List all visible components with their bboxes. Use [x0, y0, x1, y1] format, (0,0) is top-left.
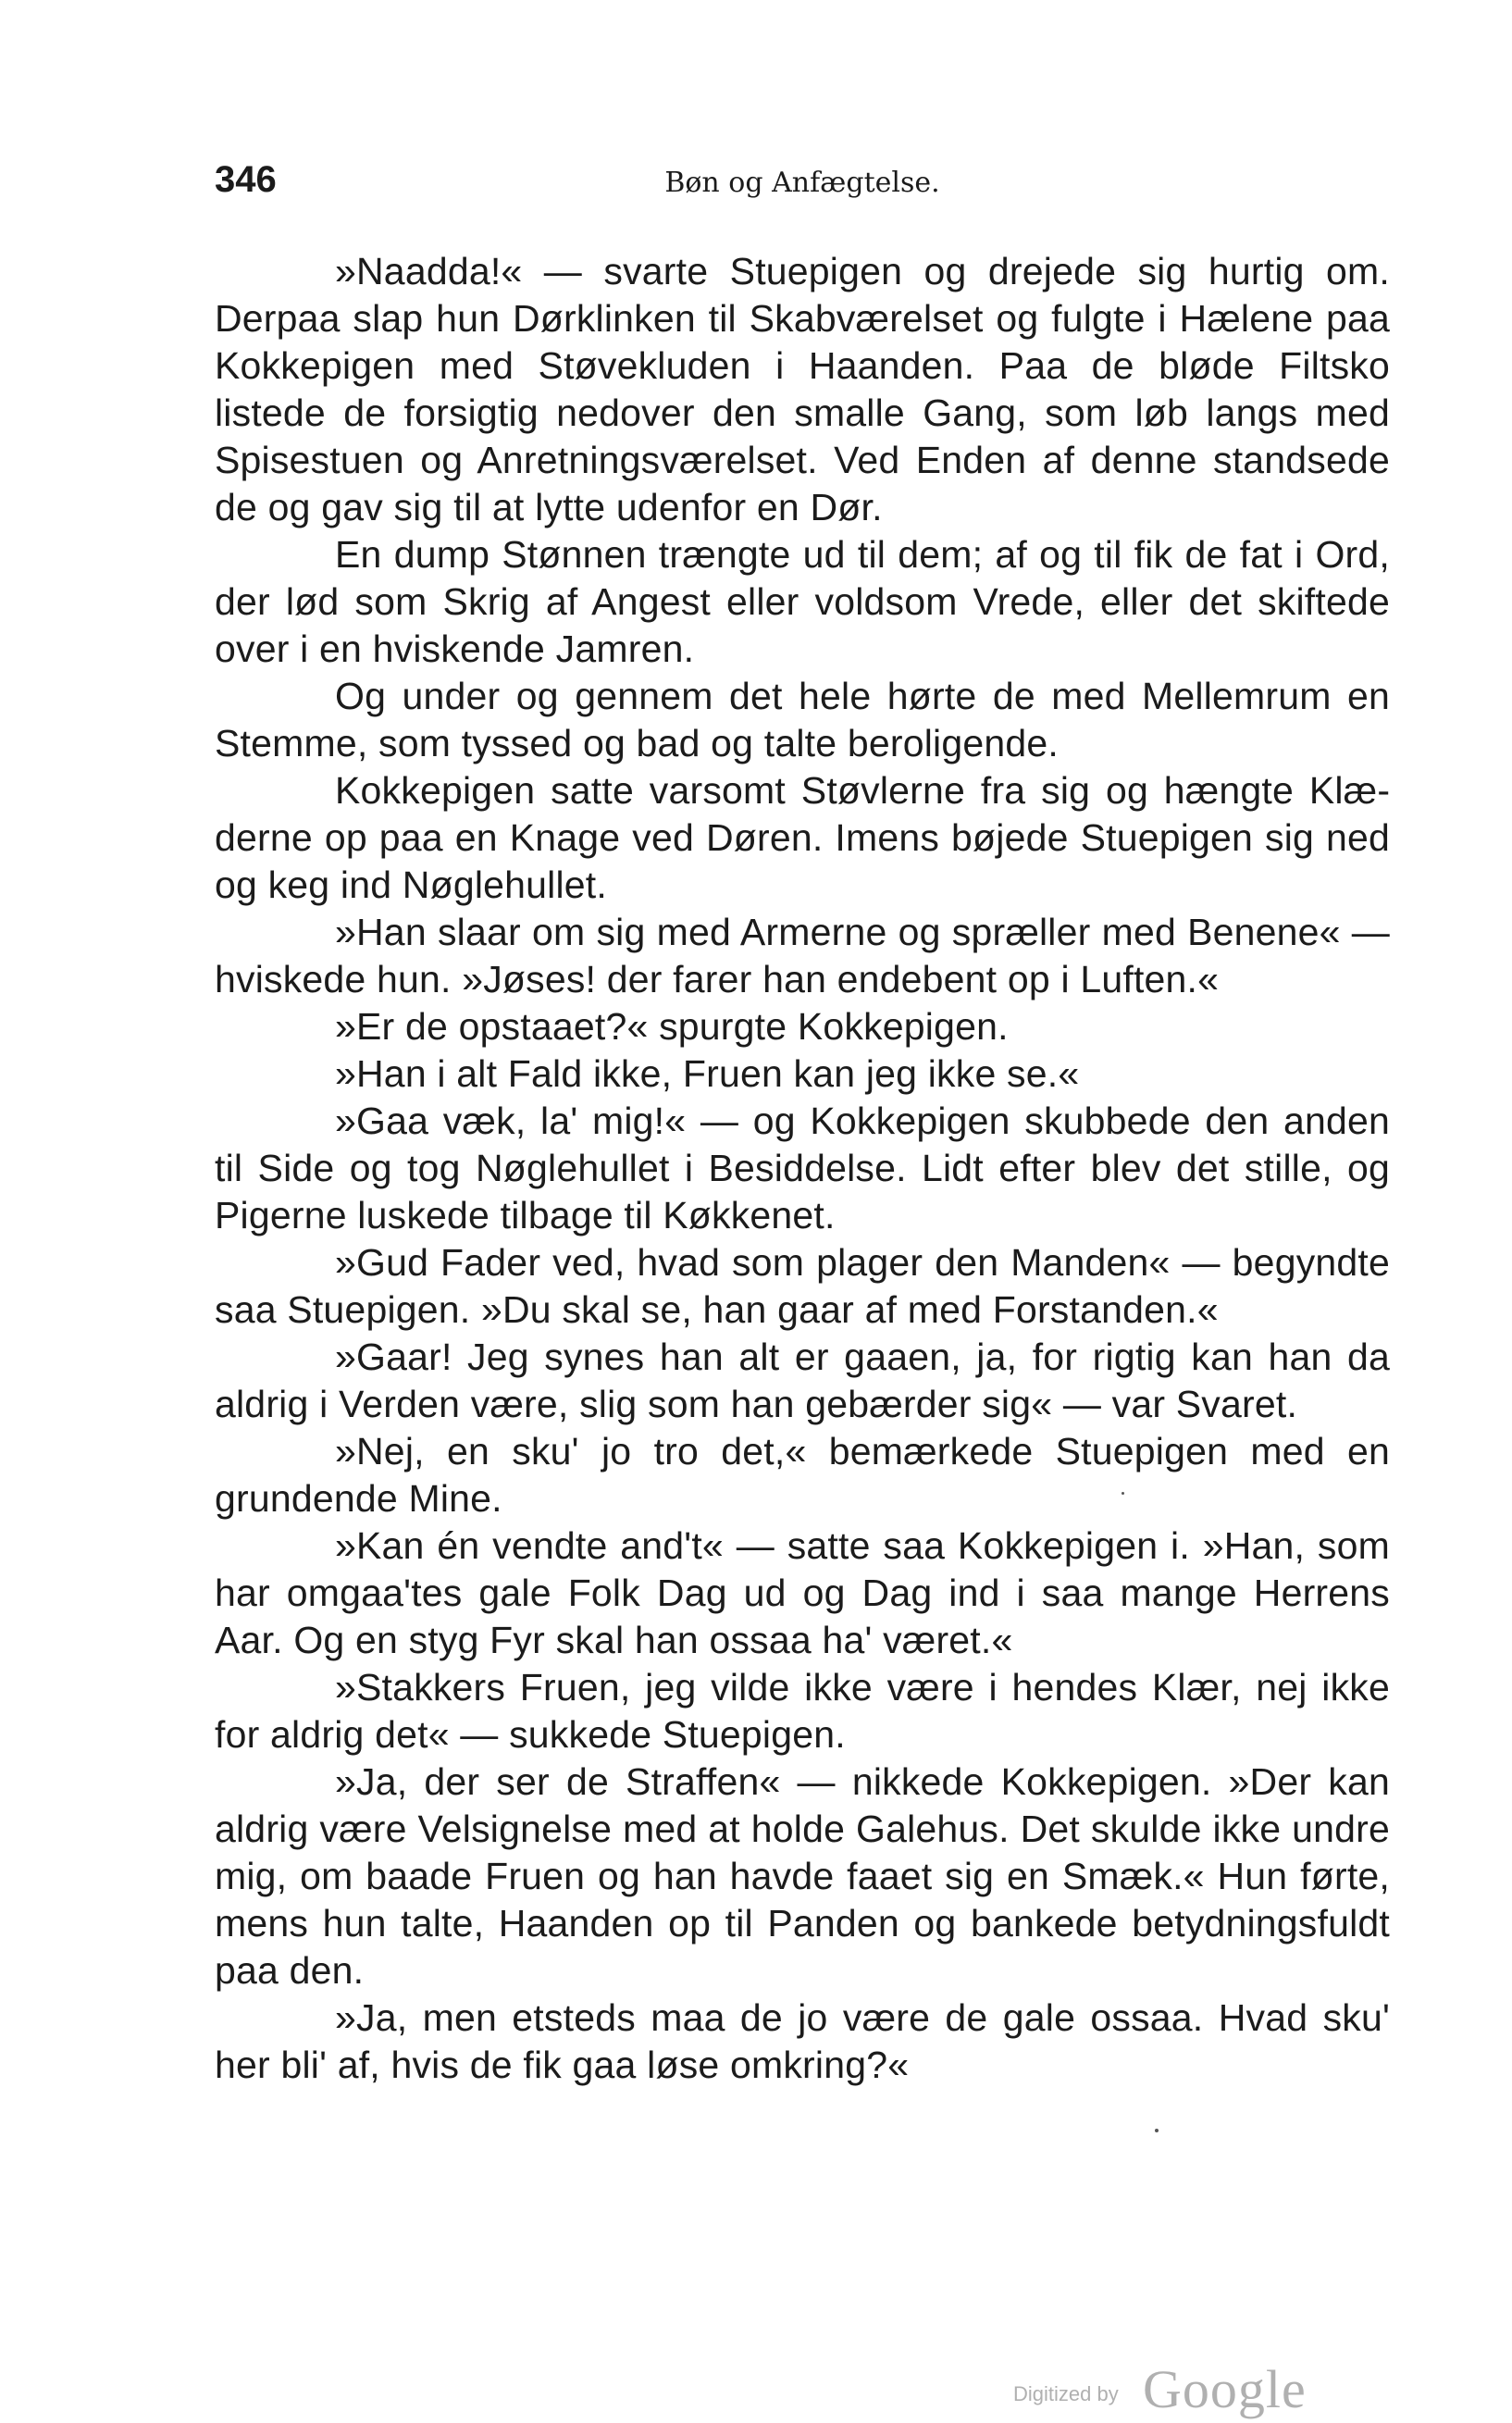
paragraph: »Gud Fader ved, hvad som plager den Manden« — begyndte saa Stuepigen. »Du skal se, han gaar af med Forstanden.« [215, 1241, 1390, 1331]
ink-speck [1122, 1492, 1124, 1495]
paragraph: »Naadda!« — svarte Stuepigen og drejede sig hurtig om. Derpaa slap hun Dørklinken til Skabværelset og fulgte i Hælene paa Kokkepigen med Støvekluden i Haanden. Paa de bløde Filtsko listede de forsigtig nedover den smalle Gang, som løb langs med Spisestuen og Anretningsværelset. Ved Enden af denne standsede de og gav sig til at lytte udenfor en Dør. [215, 250, 1390, 528]
paragraph: »Gaar! Jeg synes han alt er gaaen, ja, for rigtig kan han da aldrig i Verden være, slig som han gebærder sig« — var Svaret. [215, 1336, 1390, 1425]
paragraph: »Kan én vendte and't« — satte saa Kokkepigen i. »Han, som har omgaa'tes gale Folk Dag ud og Dag ind i saa mange Herrens Aar. Og en styg Fyr skal han ossaa ha' været.« [215, 1524, 1390, 1661]
ink-speck [1155, 2129, 1159, 2132]
paragraph: »Ja, men etsteds maa de jo være de gale ossaa. Hvad sku' her bli' af, hvis de fik gaa løse omkring?« [215, 1996, 1390, 2086]
paragraph: »Han i alt Fald ikke, Fruen kan jeg ikke se.« [335, 1052, 1080, 1095]
paragraph: »Gaa væk, la' mig!« — og Kokkepigen skubbede den anden til Side og tog Nøglehullet i Besiddelse. Lidt efter blev det stille, og Pigerne luskede tilbage til Køkkenet. [215, 1100, 1390, 1236]
paragraph: Og under og gennem det hele hørte de med Mellemrum en Stemme, som tyssed og bad og talte beroligende. [215, 675, 1390, 764]
digitized-label: Digitized by [1013, 2382, 1119, 2405]
paragraph: »Stakkers Fruen, jeg vilde ikke være i hendes Klær, nej ikke for aldrig det« — sukkede Stuepigen. [215, 1666, 1390, 1756]
body-text [215, 248, 1390, 2089]
digitized-watermark [1013, 2358, 1328, 2423]
paragraph: »Er de opstaaet?« spurgte Kokkepigen. [335, 1005, 1009, 1048]
running-title: Bøn og Anfægtelse. [664, 167, 940, 199]
page-header [215, 159, 1390, 215]
page-number: 346 [215, 159, 277, 200]
paragraph: En dump Stønnen trængte ud til dem; af og til fik de fat i Ord, der lød som Skrig af Angest eller voldsom Vrede, eller det skiftede over i en hviskende Jamren. [215, 533, 1390, 670]
paragraph: »Ja, der ser de Straffen« — nikkede Kokkepigen. »Der kan aldrig være Velsignelse med at holde Galehus. Det skulde ikke undre mig, om baade Fruen og han havde faaet sig en Smæk.« Hun førte, mens hun talte, Haanden op til Panden og bankede betydningsfuldt paa den. [215, 1760, 1390, 1992]
paragraph: »Han slaar om sig med Armerne og spræller med Benene« — hviskede hun. »Jøses! der farer han endebent op i Luften.« [215, 911, 1390, 1000]
paragraph: Kokkepigen satte varsomt Støvlerne fra sig og hængte Klæderne op paa en Knage ved Døren. Imens bøjede Stuepigen sig ned og keg ind Nøglehullet. [215, 769, 1390, 906]
google-logo: Google [1143, 2359, 1307, 2419]
paragraph: »Nej, en sku' jo tro det,« bemærkede Stuepigen med en grundende Mine. [215, 1430, 1390, 1520]
